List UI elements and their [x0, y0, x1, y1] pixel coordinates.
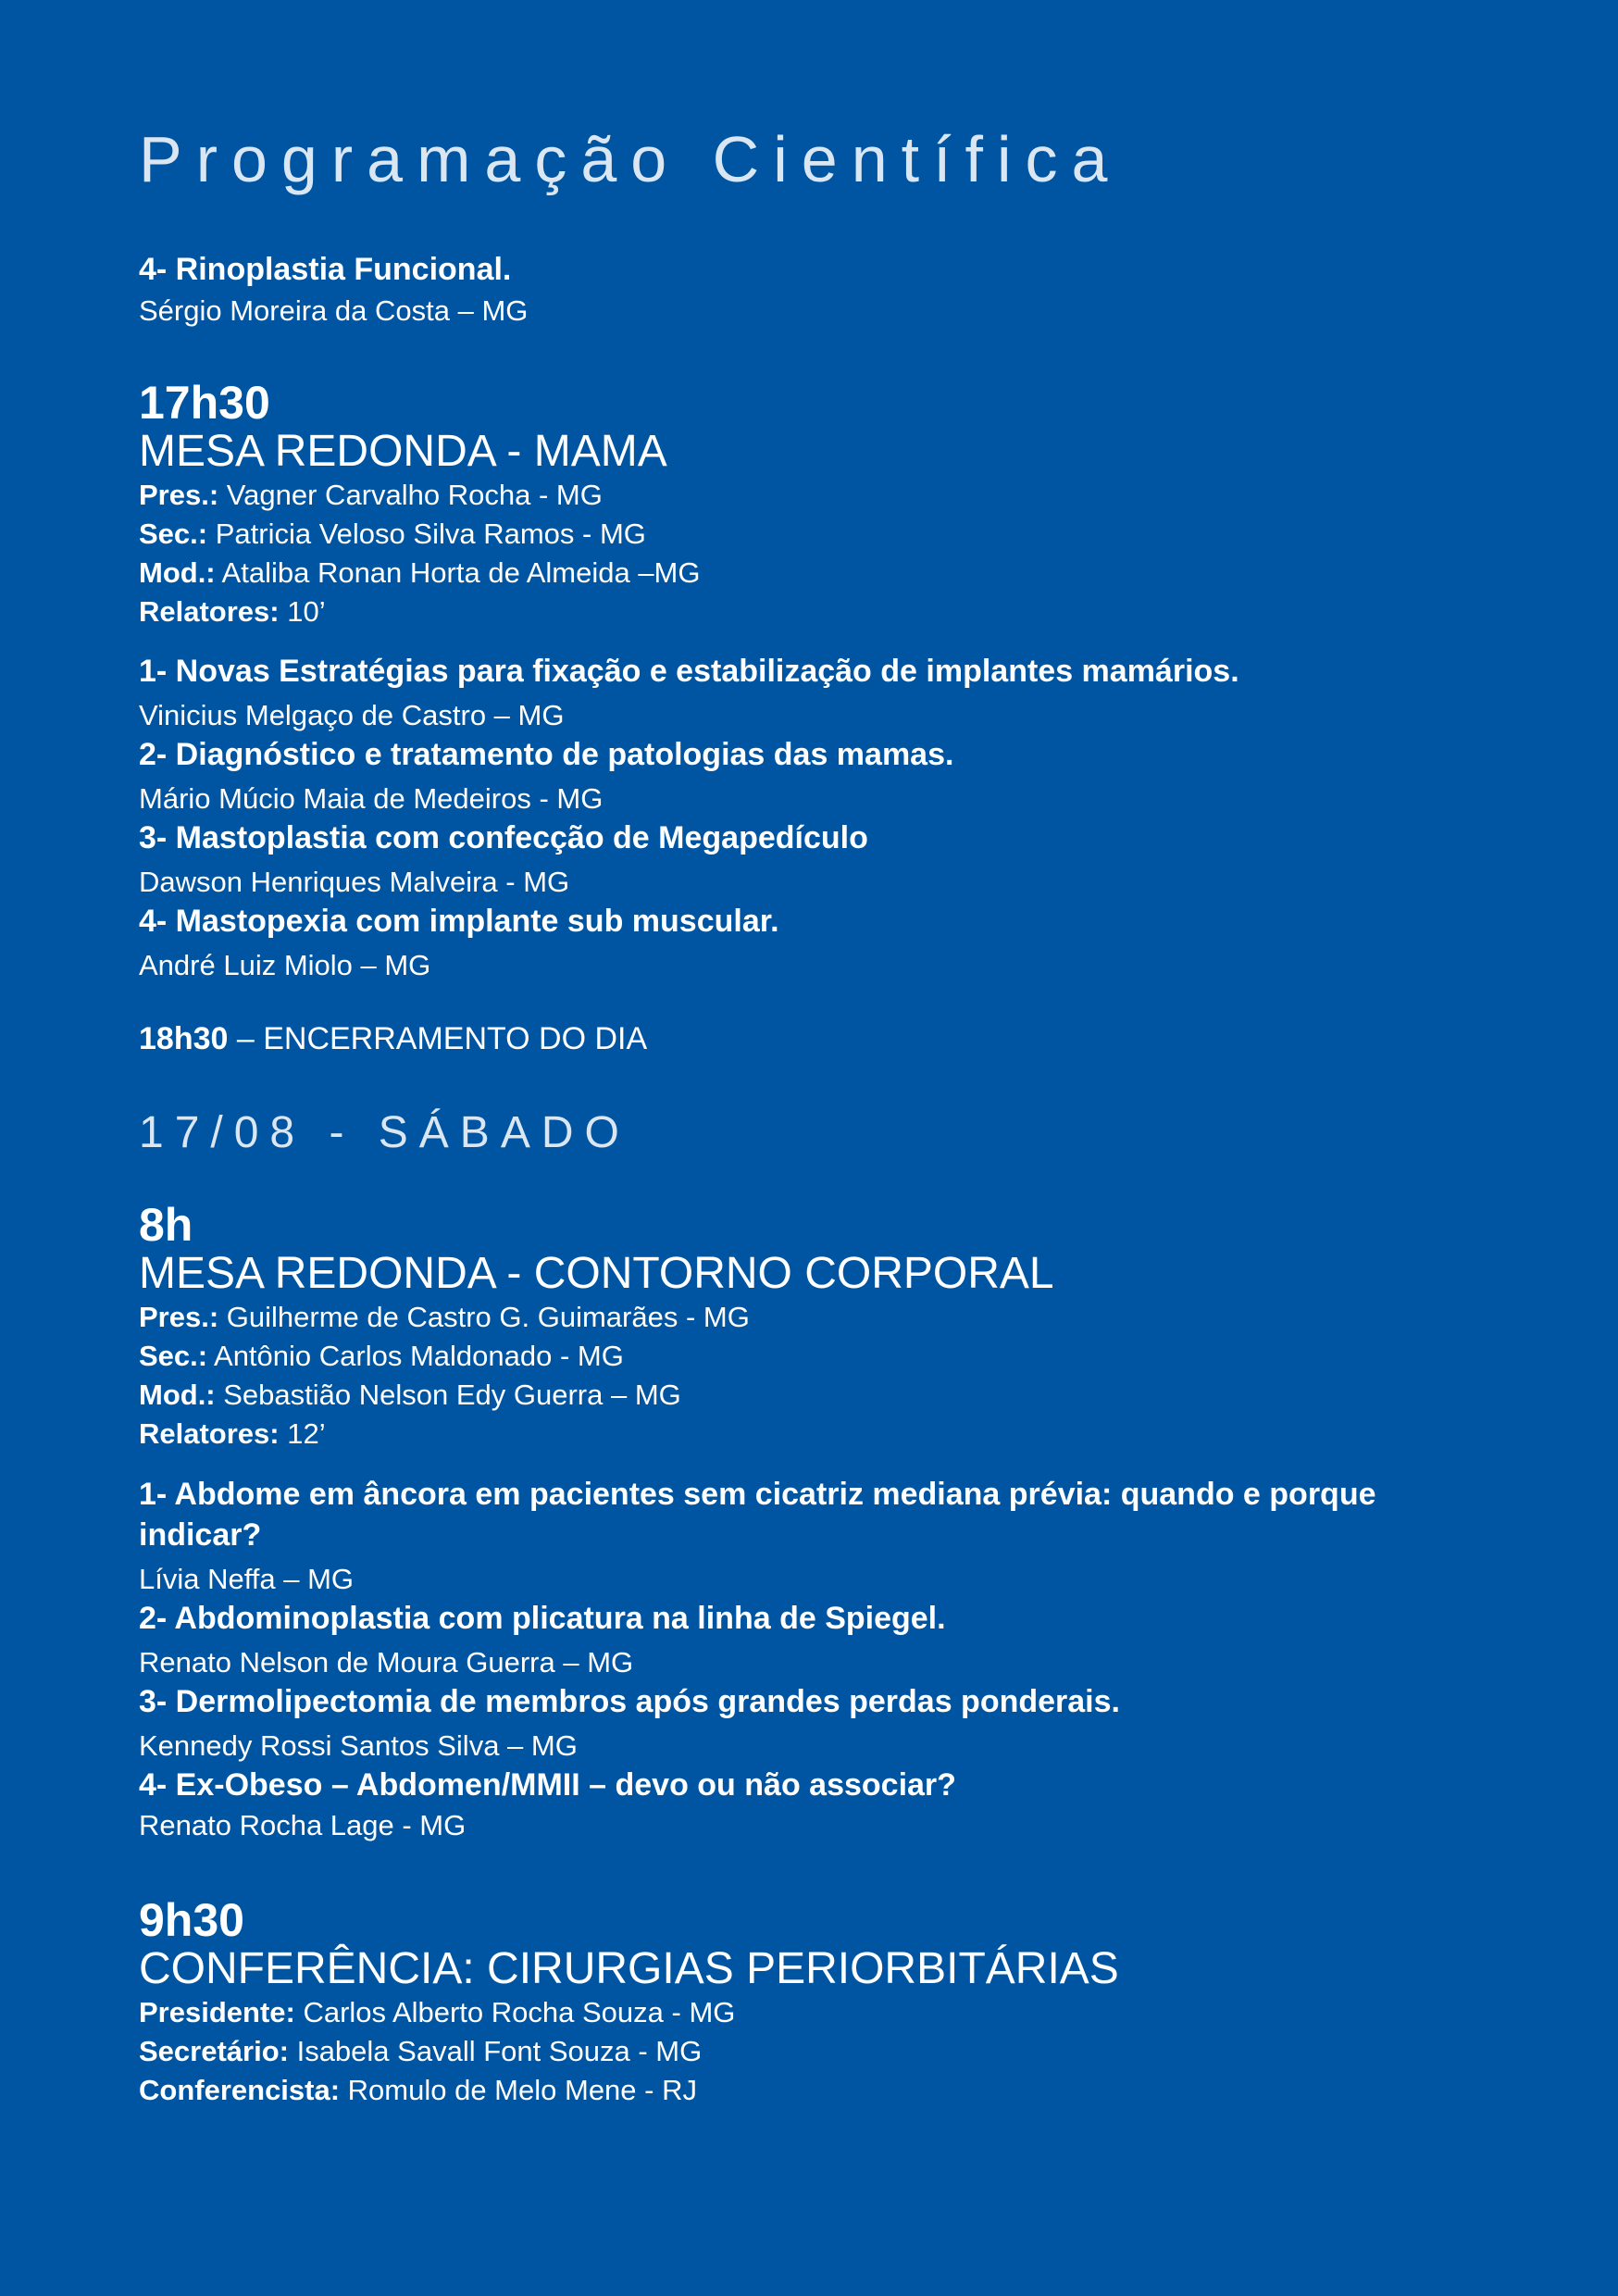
session-title: CONFERÊNCIA: CIRURGIAS PERIORBITÁRIAS — [139, 1944, 1119, 1993]
role-label: Mod.: — [139, 556, 216, 589]
closing-line — [139, 1021, 647, 1057]
role-value: 12’ — [279, 1417, 326, 1450]
talk-speaker: Kennedy Rossi Santos Silva – MG — [139, 1729, 578, 1762]
role-lecturer — [139, 2074, 697, 2107]
role-label: Relatores: — [139, 1417, 280, 1450]
talk-speaker: Vinicius Melgaço de Castro – MG — [139, 699, 565, 731]
role-value: 10’ — [279, 595, 326, 628]
role-label: Pres.: — [139, 479, 219, 511]
role-secretary — [139, 2035, 702, 2068]
role-label: Sec.: — [139, 518, 208, 550]
role-label: Relatores: — [139, 595, 280, 628]
role-relators — [139, 1417, 326, 1451]
role-value: Antônio Carlos Maldonado - MG — [207, 1340, 624, 1372]
role-label: Sec.: — [139, 1340, 208, 1372]
role-value: Guilherme de Castro G. Guimarães - MG — [218, 1301, 750, 1333]
talk-speaker: Renato Rocha Lage - MG — [139, 1809, 467, 1841]
role-label: Secretário: — [139, 2035, 289, 2067]
talk-title: 4- Ex-Obeso – Abdomen/MMII – devo ou não associar? — [139, 1767, 956, 1803]
closing-text: – ENCERRAMENTO DO DIA — [228, 1021, 648, 1056]
role-value: Ataliba Ronan Horta de Almeida –MG — [215, 556, 701, 589]
talk-title: 3- Dermolipectomia de membros após grandes perdas ponderais. — [139, 1684, 1120, 1719]
talk-title: 4- Rinoplastia Funcional. — [139, 252, 512, 287]
session-time: 9h30 — [139, 1894, 244, 1946]
role-value: Carlos Alberto Rocha Souza - MG — [294, 1996, 736, 2028]
talk-speaker: Dawson Henriques Malveira - MG — [139, 866, 570, 898]
talk-speaker: André Luiz Miolo – MG — [139, 949, 431, 981]
role-moderator — [139, 556, 701, 590]
role-relators — [139, 595, 326, 629]
talk-speaker: Mário Múcio Maia de Medeiros - MG — [139, 782, 604, 815]
session-time: 8h — [139, 1199, 193, 1251]
talk-speaker: Renato Nelson de Moura Guerra – MG — [139, 1646, 634, 1678]
talk-title: 1- Novas Estratégias para fixação e estabilização de implantes mamários. — [139, 654, 1239, 689]
role-value: Sebastião Nelson Edy Guerra – MG — [215, 1379, 681, 1411]
talk-speaker: Lívia Neffa – MG — [139, 1563, 355, 1595]
role-value: Vagner Carvalho Rocha - MG — [218, 479, 603, 511]
closing-time: 18h30 — [139, 1021, 229, 1056]
role-president — [139, 479, 603, 512]
page-title: Programação Científica — [139, 123, 1122, 195]
role-president — [139, 1996, 735, 2029]
talk-title: 3- Mastoplastia com confecção de Megapedículo — [139, 820, 868, 855]
role-label: Conferencista: — [139, 2074, 341, 2106]
role-value: Isabela Savall Font Souza - MG — [288, 2035, 703, 2067]
session-time: 17h30 — [139, 377, 270, 429]
talk-speaker: Sérgio Moreira da Costa – MG — [139, 294, 529, 327]
role-label: Presidente: — [139, 1996, 295, 2028]
role-president — [139, 1301, 750, 1334]
role-moderator — [139, 1379, 681, 1412]
session-title: MESA REDONDA - MAMA — [139, 427, 667, 476]
role-secretary — [139, 1340, 624, 1373]
day-heading: 17/08 - SÁBADO — [139, 1108, 630, 1157]
talk-title: 2- Abdominoplastia com plicatura na linha de Spiegel. — [139, 1601, 946, 1636]
talk-title: 4- Mastopexia com implante sub muscular. — [139, 904, 779, 939]
role-value: Patricia Veloso Silva Ramos - MG — [207, 518, 646, 550]
role-label: Mod.: — [139, 1379, 216, 1411]
session-title: MESA REDONDA - CONTORNO CORPORAL — [139, 1249, 1054, 1298]
role-value: Romulo de Melo Mene - RJ — [340, 2074, 697, 2106]
talk-title: 1- Abdome em âncora em pacientes sem cicatriz mediana prévia: quando e porque indicar? — [139, 1477, 1376, 1553]
talk-title: 2- Diagnóstico e tratamento de patologias das mamas. — [139, 737, 954, 772]
role-label: Pres.: — [139, 1301, 219, 1333]
role-secretary — [139, 518, 646, 551]
